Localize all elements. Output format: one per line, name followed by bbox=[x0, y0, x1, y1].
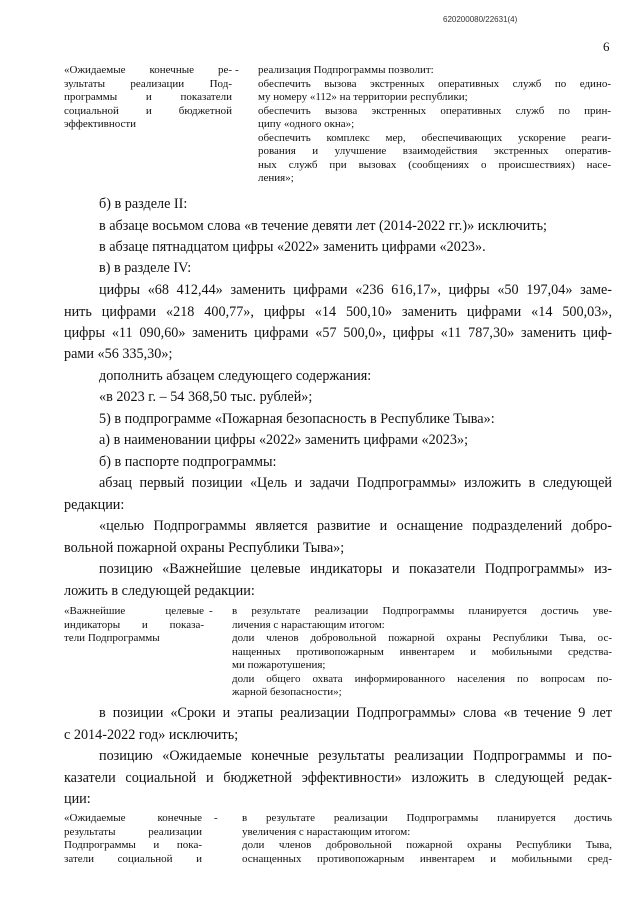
paragraph-line: абзац первый позиции «Цель и задачи Подпрограммы» изложить в следующей bbox=[99, 475, 612, 491]
cell-line: социальной и бюджетной bbox=[64, 104, 232, 117]
table-left-cell bbox=[64, 812, 202, 866]
paragraph-line: «в 2023 г. – 54 368,50 тыс. рублей»; bbox=[99, 389, 313, 405]
cell-line: личения с нарастающим итогом: bbox=[232, 618, 385, 631]
paragraph-line: казатели социальной и бюджетной эффективности» изложить в следующей редак- bbox=[64, 770, 612, 786]
cell-line: затели социальной и bbox=[64, 852, 202, 865]
document-id: 620200080/22631(4) bbox=[443, 15, 518, 24]
page-number: 6 bbox=[603, 39, 610, 54]
paragraph-line: цифры «68 412,44» заменить цифрами «236 616,17», цифры «50 197,04» заме- bbox=[99, 282, 612, 298]
paragraph-line: позицию «Важнейшие целевые индикаторы и показатели Подпрограммы» из- bbox=[99, 561, 612, 577]
cell-line: обеспечить вызова экстренных оперативных служб по прин- bbox=[258, 104, 611, 117]
cell-line: в результате реализации Подпрограммы планируется достичь уве- bbox=[232, 605, 612, 617]
paragraph-line: б) в паспорте подпрограммы: bbox=[99, 454, 277, 470]
cell-line: в результате реализации Подпрограммы планируется достичь bbox=[242, 812, 612, 824]
paragraph-line: 5) в подпрограмме «Пожарная безопасность в Республике Тыва»: bbox=[99, 411, 495, 427]
cell-line: доли членов добровольной пожарной охраны Республики Тыва, ос- bbox=[232, 632, 612, 644]
cell-line: индикаторы и показа- bbox=[64, 618, 204, 631]
cell-line: «Ожидаемые конечные bbox=[64, 812, 202, 824]
table-dash: - bbox=[209, 605, 213, 617]
paragraph-line: в абзаце пятнадцатом цифры «2022» заменить цифрами «2023». bbox=[99, 239, 486, 255]
table-right-cell bbox=[232, 605, 612, 700]
cell-line: ных служб при вызовах (сообщениях о происшествиях) насе- bbox=[258, 158, 611, 171]
cell-line: доли членов добровольной пожарной охраны Республики Тыва, bbox=[242, 839, 612, 851]
paragraph-line: позицию «Ожидаемые конечные результаты реализации Подпрограммы и по- bbox=[99, 748, 612, 764]
paragraph-line: дополнить абзацем следующего содержания: bbox=[99, 368, 372, 384]
cell-line: «Важнейшие целевые bbox=[64, 605, 204, 617]
paragraph-line: рами «56 335,30»; bbox=[64, 346, 173, 362]
table-right-cell bbox=[258, 64, 611, 186]
paragraph-line: вольной пожарной охраны Республики Тыва»; bbox=[64, 540, 345, 556]
cell-line: программы и показатели bbox=[64, 91, 232, 103]
paragraph-line: редакции: bbox=[64, 497, 125, 513]
table-right-cell bbox=[242, 812, 612, 866]
table-dash: - bbox=[214, 812, 218, 824]
cell-line: ми пожаротушения; bbox=[232, 659, 326, 671]
paragraph-line: б) в разделе II: bbox=[99, 196, 188, 212]
cell-line: обеспечить вызова экстренных оперативных служб по едино- bbox=[258, 77, 611, 90]
cell-line: тели Подпрограммы bbox=[64, 632, 160, 644]
cell-line: результаты реализации bbox=[64, 825, 202, 838]
paragraph-line: в) в разделе IV: bbox=[99, 260, 192, 276]
paragraph-line: ложить в следующей редакции: bbox=[64, 583, 255, 599]
cell-line: ципу «одного окна»; bbox=[258, 118, 355, 130]
cell-line: ления»; bbox=[258, 172, 294, 184]
passport-table-1 bbox=[64, 64, 612, 194]
paragraph-line: цифры «11 090,60» заменить цифрами «57 500,0», цифры «11 787,30» заменить циф- bbox=[64, 325, 612, 341]
cell-line: зультаты реализации Под- bbox=[64, 77, 232, 90]
paragraph-line: ции: bbox=[64, 791, 91, 807]
passport-table-3 bbox=[64, 812, 612, 872]
cell-line: «Ожидаемые конечные ре- bbox=[64, 64, 232, 76]
passport-table-2 bbox=[64, 605, 612, 705]
paragraph-line: а) в наименовании цифры «2022» заменить цифрами «2023»; bbox=[99, 432, 469, 448]
table-dash: - bbox=[235, 64, 239, 76]
cell-line: обеспечить комплекс мер, обеспечивающих ускорение реаги- bbox=[258, 131, 611, 144]
cell-line: рования и улучшение взаимодействия экстренных оператив- bbox=[258, 145, 611, 157]
cell-line: эффективности bbox=[64, 118, 137, 130]
paragraph-line: нить цифрами «218 400,77», цифры «14 500,10» заменить цифрами «14 500,03», bbox=[64, 304, 612, 320]
paragraph-line: в позиции «Сроки и этапы реализации Подпрограммы» слова «в течение 9 лет bbox=[99, 705, 612, 721]
table-left-cell bbox=[64, 64, 232, 132]
paragraph-line: «целью Подпрограммы является развитие и оснащение подразделений добро- bbox=[99, 518, 612, 534]
table-left-cell bbox=[64, 605, 204, 646]
cell-line: нащенных противопожарным инвентарем и мобильными средства- bbox=[232, 645, 612, 658]
cell-line: жарной безопасности»; bbox=[232, 686, 342, 698]
cell-line: Подпрограммы и пока- bbox=[64, 839, 202, 851]
paragraph-line: с 2014-2022 год» исключить; bbox=[64, 727, 239, 743]
cell-line: оснащенных противопожарным инвентарем и мобильными сред- bbox=[242, 852, 612, 865]
cell-line: доли общего охвата информированного населения по вопросам по- bbox=[232, 672, 612, 685]
cell-line: реализация Подпрограммы позволит: bbox=[258, 64, 434, 76]
cell-line: увеличения с нарастающим итогом: bbox=[242, 825, 411, 838]
paragraph-line: в абзаце восьмом слова «в течение девяти лет (2014-2022 гг.)» исключить; bbox=[99, 218, 547, 234]
cell-line: му номеру «112» на территории республики; bbox=[258, 91, 468, 103]
